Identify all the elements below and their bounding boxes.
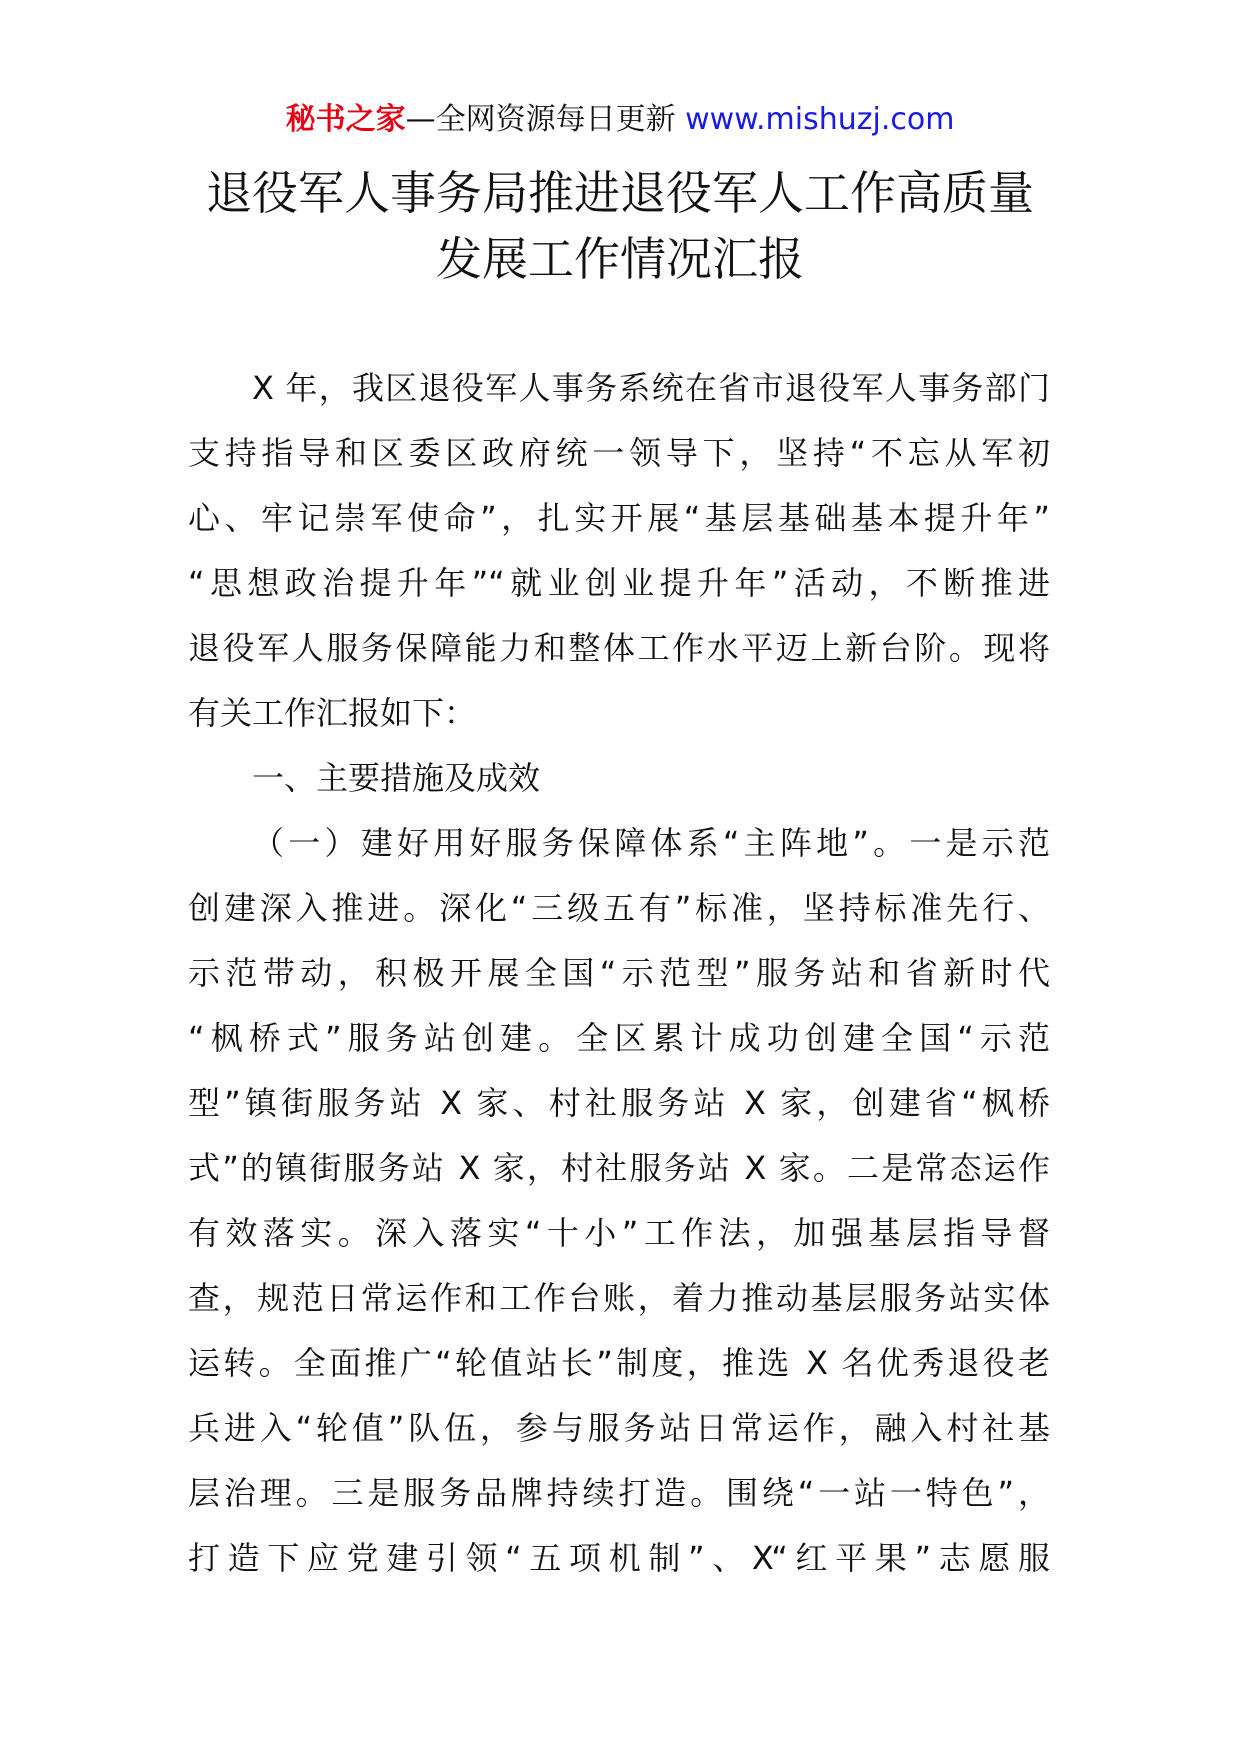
body-line: 创建深入推进。深化“三级五有”标准，坚持标准先行、: [188, 889, 1050, 927]
document-body: [188, 356, 1050, 1591]
title-line-1: 退役军人事务局推进退役军人工作高质量: [206, 166, 1034, 220]
body-line: 层治理。三是服务品牌持续打造。围绕“一站一特色”，: [188, 1474, 1050, 1512]
site-header: [0, 100, 1240, 140]
body-line: 心、牢记崇军使命”，扎实开展“基层基础基本提升年”: [188, 499, 1050, 537]
body-line: 支持指导和区委区政府统一领导下，坚持“不忘从军初: [188, 434, 1050, 472]
brand-name: 秘书之家: [285, 102, 406, 137]
body-line: 有效落实。深入落实“十小”工作法，加强基层指导督: [188, 1214, 1050, 1252]
body-line: “思想政治提升年”“就业创业提升年”活动，不断推进: [188, 564, 1050, 602]
body-line: X 年，我区退役军人事务系统在省市退役军人事务部门: [252, 369, 1050, 407]
document-title: [150, 160, 1090, 292]
site-url-link[interactable]: www.mishuzj.com: [685, 102, 955, 137]
body-line: 查，规范日常运作和工作台账，着力推动基层服务站实体: [188, 1279, 1050, 1317]
header-tagline: —全网资源每日更新: [405, 102, 686, 137]
body-line: 示范带动，积极开展全国“示范型”服务站和省新时代: [188, 954, 1050, 992]
body-line: 运转。全面推广“轮值站长”制度，推选 X 名优秀退役老: [188, 1344, 1050, 1382]
body-line: 有关工作汇报如下：: [188, 694, 477, 732]
body-line: “枫桥式”服务站创建。全区累计成功创建全国“示范: [188, 1019, 1050, 1057]
body-line: 型”镇街服务站 X 家、村社服务站 X 家，创建省“枫桥: [188, 1084, 1050, 1122]
body-line: 兵进入“轮值”队伍，参与服务站日常运作，融入村社基: [188, 1409, 1050, 1447]
body-line: 打造下应党建引领“五项机制”、X“红平果”志愿服: [188, 1539, 1050, 1577]
body-line: 退役军人服务保障能力和整体工作水平迈上新台阶。现将: [188, 629, 1050, 667]
section-heading: 一、主要措施及成效: [252, 759, 541, 797]
body-line: （一）建好用好服务保障体系“主阵地”。一是示范: [252, 824, 1050, 862]
title-line-2: 发展工作情况汇报: [436, 232, 804, 286]
body-line: 式”的镇街服务站 X 家，村社服务站 X 家。二是常态运作: [188, 1149, 1050, 1187]
